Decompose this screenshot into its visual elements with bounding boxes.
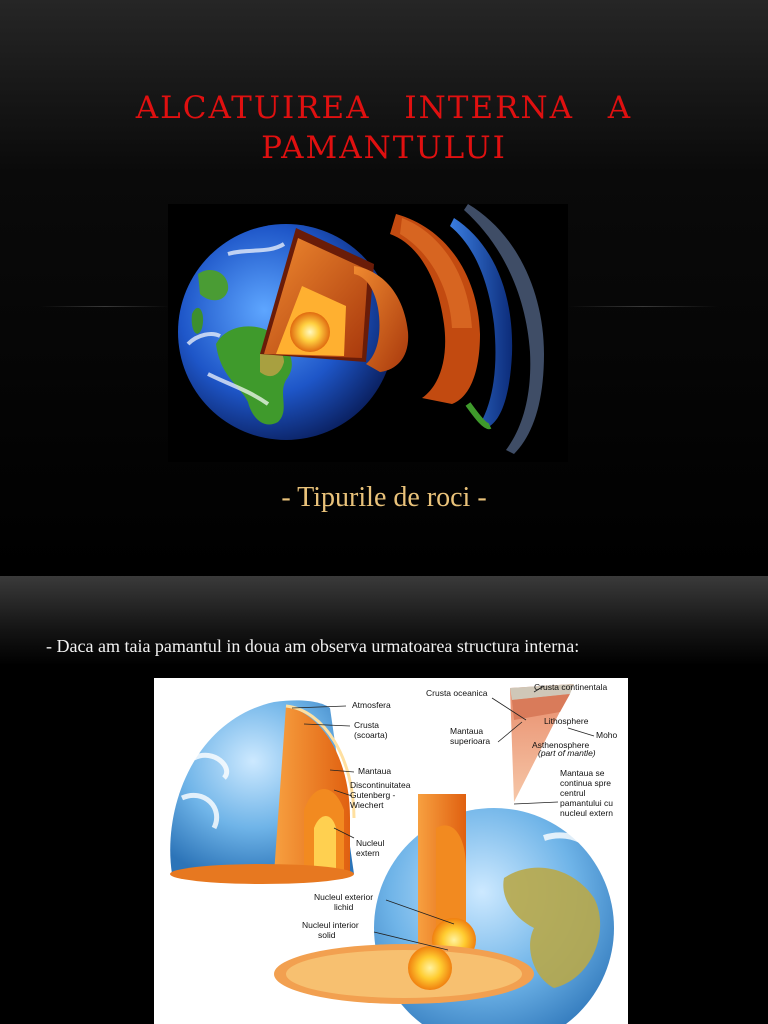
label-mantaua-cont-4: pamantului cu bbox=[560, 798, 613, 808]
label-mantaua-cont-2: continua spre bbox=[560, 778, 612, 788]
slide-caption: - Daca am taia pamantul in doua am observa urmatoarea structura interna: bbox=[46, 636, 580, 656]
label-crusta-oceanica: Crusta oceanica bbox=[426, 688, 488, 698]
label-lithosphere: Lithosphere bbox=[544, 716, 589, 726]
label-nucleul-interior-2: solid bbox=[318, 930, 336, 940]
label-wiechert: Wiechert bbox=[350, 800, 384, 810]
label-gutenberg: Gutenberg - bbox=[350, 790, 396, 800]
slide-title-heading bbox=[60, 88, 708, 168]
label-crusta: Crusta bbox=[354, 720, 380, 730]
label-moho: Moho bbox=[596, 730, 618, 740]
label-mantaua-cont-5: nucleul extern bbox=[560, 808, 613, 818]
label-nucleul-interior: Nucleul interior bbox=[302, 920, 359, 930]
label-nucleul-extern: Nucleul bbox=[356, 838, 385, 848]
label-asthenosphere: Asthenosphere bbox=[532, 740, 590, 750]
divider-left bbox=[40, 306, 170, 307]
label-mantaua-cont-1: Mantaua se bbox=[560, 768, 605, 778]
label-crusta-continentala: Crusta continentala bbox=[534, 682, 608, 692]
label-mantaua-superioara-2: superioara bbox=[450, 736, 491, 746]
earth-structure-diagram bbox=[154, 678, 628, 1024]
right-base-core bbox=[408, 946, 452, 990]
inner-core bbox=[290, 312, 330, 352]
label-crusta-sub: (scoarta) bbox=[354, 730, 388, 740]
label-mantaua-cont-3: centrul bbox=[560, 788, 586, 798]
label-discontinuitatea: Discontinuitatea bbox=[350, 780, 411, 790]
label-atmosfera: Atmosfera bbox=[352, 700, 391, 710]
earth-layers-illustration bbox=[168, 204, 568, 462]
left-base bbox=[170, 864, 354, 884]
divider-right bbox=[568, 306, 718, 307]
label-mantaua-superioara: Mantaua bbox=[450, 726, 484, 736]
right-base-inner bbox=[286, 950, 522, 998]
earth-structure-illustration bbox=[154, 678, 628, 1024]
slide-subtitle: - Tipurile de roci - bbox=[281, 482, 487, 513]
title-line-1: ALCATUIREA INTERNA A bbox=[135, 90, 633, 126]
label-nucleul-exterior-2: lichid bbox=[334, 902, 354, 912]
label-nucleul-exterior: Nucleul exterior bbox=[314, 892, 374, 902]
label-nucleul-extern-2: extern bbox=[356, 848, 380, 858]
left-inner-core bbox=[314, 816, 336, 874]
title-line-2: PAMANTULUI bbox=[261, 130, 507, 166]
earth-layers-image bbox=[168, 204, 568, 462]
label-mantaua: Mantaua bbox=[358, 766, 392, 776]
slide-structure bbox=[0, 576, 768, 1024]
label-asthenosphere-note: (part of mantle) bbox=[538, 748, 596, 758]
